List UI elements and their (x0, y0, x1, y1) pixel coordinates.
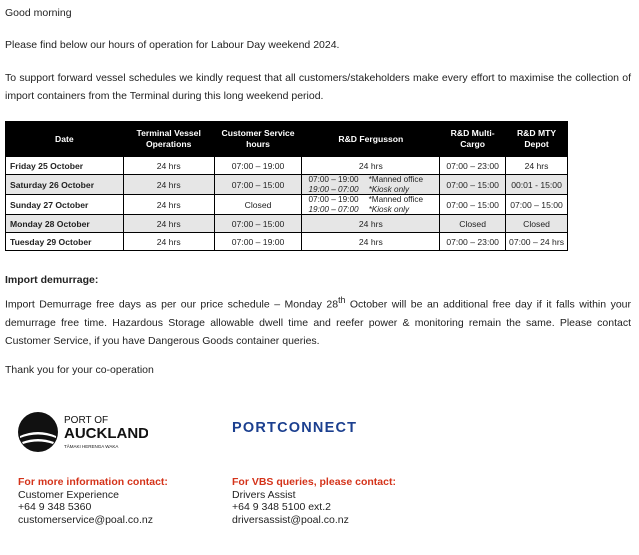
row-tvo: 24 hrs (123, 233, 214, 251)
port-of-auckland-emblem-icon (18, 410, 148, 454)
vbs-contact-email[interactable]: driversassist@poal.co.nz (232, 513, 349, 526)
header-customer-service-hours: Customer Service hours (214, 122, 302, 157)
contact-name: Customer Experience (18, 488, 119, 501)
row-rdf (302, 175, 440, 195)
table-row (6, 157, 568, 175)
vbs-contact-label: For VBS queries, please contact: (232, 476, 396, 488)
port-of-auckland-logo (18, 410, 148, 454)
demurrage-heading: Import demurrage: (5, 274, 99, 286)
header-date: Date (6, 122, 124, 157)
row-multi: Closed (440, 215, 506, 233)
demurrage-text-a: Import Demurrage free days as per our price schedule – Monday 28 (5, 298, 339, 311)
row-multi: 07:00 – 15:00 (440, 195, 506, 215)
rdf-time-2: 19:00 – 07:00 (308, 204, 359, 214)
table-row (6, 195, 568, 215)
row-rdf: 24 hrs (302, 215, 440, 233)
intro-text: Please find below our hours of operation for Labour Day weekend 2024. (5, 39, 340, 51)
rdf-time-1: 07:00 – 19:00 (308, 175, 359, 184)
rdf-note-1: *Manned office (368, 175, 424, 184)
demurrage-text-sup: th (338, 295, 346, 305)
row-date: Sunday 27 October (6, 195, 124, 215)
rdf-note-2: *Kiosk only (368, 204, 410, 214)
row-tvo: 24 hrs (123, 215, 214, 233)
row-cs: 07:00 – 15:00 (214, 175, 302, 195)
portconnect-logo: PORTCONNECT (232, 420, 358, 436)
row-date: Saturday 26 October (6, 175, 124, 195)
rdf-note-1: *Manned office (368, 195, 424, 204)
vbs-contact-phone: +64 9 348 5100 ext.2 (232, 501, 331, 513)
row-date: Tuesday 29 October (6, 233, 124, 251)
header-rd-multi-cargo: R&D Multi-Cargo (440, 122, 506, 157)
row-mty: 24 hrs (506, 157, 568, 175)
poa-line3: TĀMAKI HERENGA WAKA (64, 444, 119, 449)
greeting: Good morning (5, 7, 72, 19)
vbs-contact-name: Drivers Assist (232, 488, 296, 501)
row-tvo: 24 hrs (123, 175, 214, 195)
rdf-time-1: 07:00 – 19:00 (308, 195, 359, 204)
table-row (6, 175, 568, 195)
thanks-text: Thank you for your co-operation (5, 364, 154, 376)
row-date: Monday 28 October (6, 215, 124, 233)
contact-email[interactable]: customerservice@poal.co.nz (18, 513, 153, 526)
row-cs: Closed (214, 195, 302, 215)
row-mty: 00:01 - 15:00 (506, 175, 568, 195)
header-rd-fergusson: R&D Fergusson (302, 122, 440, 157)
header-rd-mty-depot: R&D MTY Depot (506, 122, 568, 157)
row-cs: 07:00 – 15:00 (214, 215, 302, 233)
row-mty: 07:00 – 24 hrs (506, 233, 568, 251)
hours-table (5, 121, 568, 251)
rdf-note-2: *Kiosk only (368, 184, 410, 194)
table-row (6, 215, 568, 233)
header-terminal-vessel-operations: Terminal Vessel Operations (123, 122, 214, 157)
row-mty: 07:00 – 15:00 (506, 195, 568, 215)
row-mty: Closed (506, 215, 568, 233)
rdf-time-2: 19:00 – 07:00 (308, 184, 359, 194)
row-date: Friday 25 October (6, 157, 124, 175)
table-header-row (6, 122, 568, 157)
support-text: To support forward vessel schedules we kindly request that all customers/stakeholders make every effort to maximise the collection of import containers from the Terminal during this long weekend period. (5, 72, 631, 102)
row-rdf (302, 195, 440, 215)
table-row (6, 233, 568, 251)
poa-line1: PORT OF (64, 415, 109, 426)
row-multi: 07:00 – 23:00 (440, 233, 506, 251)
row-multi: 07:00 – 23:00 (440, 157, 506, 175)
row-rdf: 24 hrs (302, 233, 440, 251)
poa-line2: AUCKLAND (64, 425, 148, 442)
row-tvo: 24 hrs (123, 157, 214, 175)
row-multi: 07:00 – 15:00 (440, 175, 506, 195)
row-cs: 07:00 – 19:00 (214, 157, 302, 175)
contact-phone: +64 9 348 5360 (18, 501, 92, 513)
vbs-contact-block (232, 476, 396, 526)
row-tvo: 24 hrs (123, 195, 214, 215)
contact-label: For more information contact: (18, 476, 168, 488)
row-cs: 07:00 – 19:00 (214, 233, 302, 251)
demurrage-text-b: October will be an additional free day if it falls within your demurrage free time. Hazardous Storage allowable dwell time and reefer power & monitoring remain the same. Please contact Customer Service, if you have Dangerous Goods container queries. (5, 298, 632, 347)
demurrage-text (5, 291, 631, 350)
contact-info-block (18, 476, 168, 526)
row-rdf: 24 hrs (302, 157, 440, 175)
